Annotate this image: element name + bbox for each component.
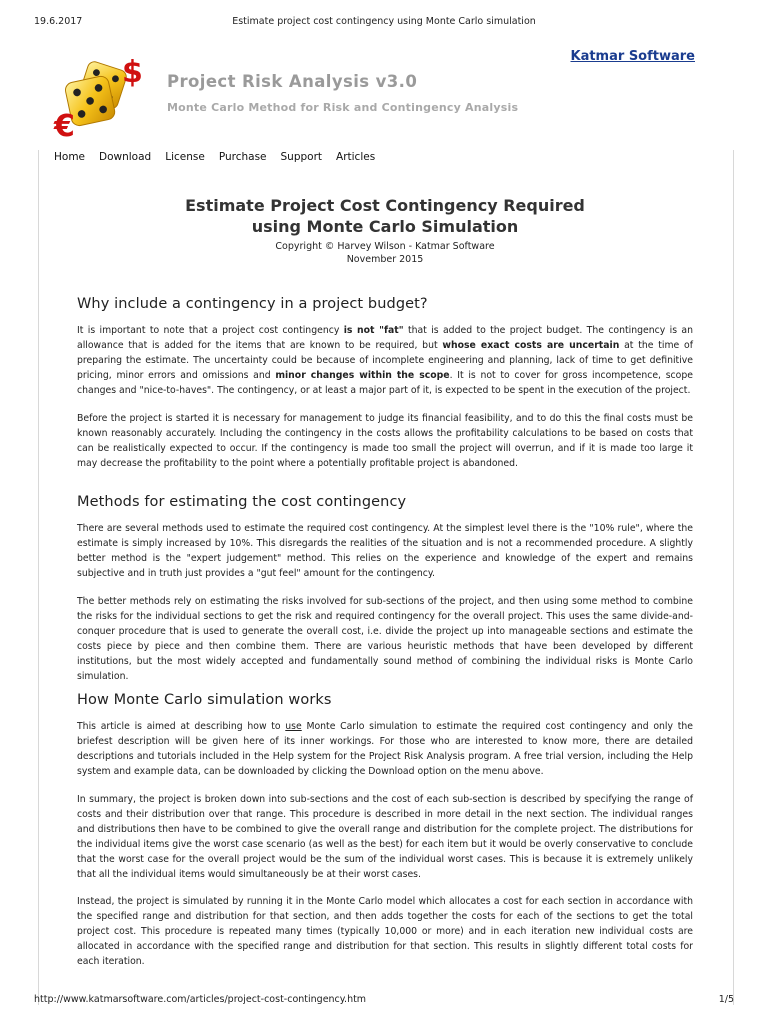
article-copyright: Copyright © Harvey Wilson - Katmar Software <box>275 241 495 252</box>
underlined-text: use <box>285 721 302 732</box>
print-header <box>34 16 734 30</box>
section-paragraph <box>77 411 693 471</box>
text-run: It is important to note that a project cost contingency <box>77 325 344 336</box>
article-title-line1: Estimate Project Cost Contingency Required <box>185 196 585 215</box>
section-why-contingency <box>77 296 693 312</box>
section-paragraph <box>77 792 693 882</box>
text-run: The better methods rely on estimating the risks involved for sub-sections of the project, and then using some method to combine the risks for the individual sections to get the risk and required contingency for the overall project. This uses the same divide-and-conquer procedure that is used to generate the overall cost, i.e. divide the project up into manageable sections and estimate the costs piece by piece and then combine them. There are various heuristic methods that have been developed by different institutions, but the most widely accepted and fundamentally sound method of combining the individual risks is Monte Carlo simulation. <box>77 596 693 682</box>
article-title <box>77 195 693 237</box>
nav-item-articles[interactable]: Articles <box>336 151 376 163</box>
text-run: In summary, the project is broken down into sub-sections and the cost of each sub-section is described by specifying the range of costs and their distribution over that range. This procedure is described in more detail in the next section. The individual ranges and distributions then have to be combined to give the overall range and distribution for the complete project. The distributions for the individual items give the worst case scenario (as well as the best) for each item but it would be overly conservative to conclude that the worst case for the overall project would be the sum of the individual worst cases. This is because it is extremely unlikely that all the individual items would simultaneously be at their worst cases. <box>77 794 693 880</box>
nav-item-license[interactable]: License <box>165 151 205 163</box>
article-meta <box>77 241 693 266</box>
section-heading: Why include a contingency in a project budget? <box>77 296 428 312</box>
print-doc-title: Estimate project cost contingency using Monte Carlo simulation <box>232 16 536 27</box>
site-title: Project Risk Analysis v3.0 <box>167 72 418 91</box>
dice-logo-icon <box>52 50 152 142</box>
paragraph <box>77 594 693 684</box>
print-url: http://www.katmarsoftware.com/articles/project-cost-contingency.htm <box>34 994 367 1005</box>
section-paragraph <box>77 521 693 581</box>
nav-item-download[interactable]: Download <box>99 151 152 163</box>
paragraph <box>77 792 693 882</box>
section-methods <box>77 494 693 510</box>
section-paragraph <box>77 894 693 969</box>
text-run: This article is aimed at describing how to <box>77 721 286 732</box>
text-run: that is added to the project budget. The contingency is an allowance that is added for the items that are known to be required, but <box>77 325 693 351</box>
article-title-line2: using Monte Carlo Simulation <box>251 217 519 236</box>
paragraph <box>77 521 693 581</box>
paragraph <box>77 323 693 398</box>
section-paragraph <box>77 594 693 684</box>
page-frame-left <box>38 150 39 1005</box>
dollar-symbol: $ <box>122 55 143 90</box>
text-run: . It is not to cover for gross incompetence, scope changes and "nice-to-haves". The contingency, or at least a major part of it, is expected to be spent in the execution of the project. <box>77 370 693 396</box>
section-how-monte-carlo <box>77 692 693 708</box>
text-run: Instead, the project is simulated by running it in the Monte Carlo model which allocates a cost for each section in accordance with the specified range and distribution for that section, and then adds together the costs for each of the sections to get the total project cost. This procedure is repeated many times (typically 10,000 or more) and in each iteration new individual costs are allocated in accordance with the specified range and distribution for that section. This results in slightly different total costs for each iteration. <box>77 896 693 967</box>
katmar-software-link[interactable]: Katmar Software <box>570 49 695 64</box>
paragraph <box>77 719 693 779</box>
section-paragraph <box>77 719 693 779</box>
print-page-number: 1/5 <box>718 994 734 1005</box>
print-date: 19.6.2017 <box>34 16 83 27</box>
section-paragraph <box>77 323 693 398</box>
main-nav <box>54 151 389 163</box>
paragraph <box>77 411 693 471</box>
nav-item-home[interactable]: Home <box>54 151 86 163</box>
emphasis-text: whose exact costs are uncertain <box>442 340 620 351</box>
nav-item-purchase[interactable]: Purchase <box>218 151 267 163</box>
nav-item-support[interactable]: Support <box>280 151 323 163</box>
section-heading: How Monte Carlo simulation works <box>77 692 332 708</box>
section-heading: Methods for estimating the cost contingency <box>77 494 407 510</box>
text-run: There are several methods used to estimate the required cost contingency. At the simplest level there is the "10% rule", where the estimate is simply increased by 10%. This disregards the realities of the situation and is not a recommended procedure. A slightly better method is the "expert judgement" method. This relies on the experience and knowledge of the expert and remains subjective and in truth just provides a "gut feel" amount for the contingency. <box>77 523 693 579</box>
emphasis-text: is not "fat" <box>343 325 404 336</box>
text-run: at the time of preparing the estimate. The uncertainty could be because of incomplete engineering and planning, lack of time to get definitive pricing, minor errors and omissions and <box>77 340 693 381</box>
page-frame-right <box>733 150 734 1005</box>
paragraph <box>77 894 693 969</box>
text-run: Monte Carlo simulation to estimate the required cost contingency and only the briefest description will be given here of its inner workings. For those who are interested to know more, there are detailed descriptions and tutorials included in the Help system for the Project Risk Analysis program. A free trial version, including the Help system and example data, can be downloaded by clicking the Download option on the menu above. <box>77 721 693 777</box>
article-date: November 2015 <box>346 253 424 265</box>
site-subtitle: Monte Carlo Method for Risk and Contingency Analysis <box>167 101 519 114</box>
emphasis-text: minor changes within the scope <box>275 370 450 381</box>
text-run: Before the project is started it is necessary for management to judge its financial feasibility, and to do this the final costs must be known reasonably accurately. Including the contingency in the costs allows the profitability calculations to be based on costs that can be realistically expected to occur. If the contingency is made too small the project will overrun, and if it is made too large it may decrease the profitability to the point where a potentially profitable project is abandoned. <box>77 413 693 469</box>
euro-symbol: € <box>54 109 75 142</box>
